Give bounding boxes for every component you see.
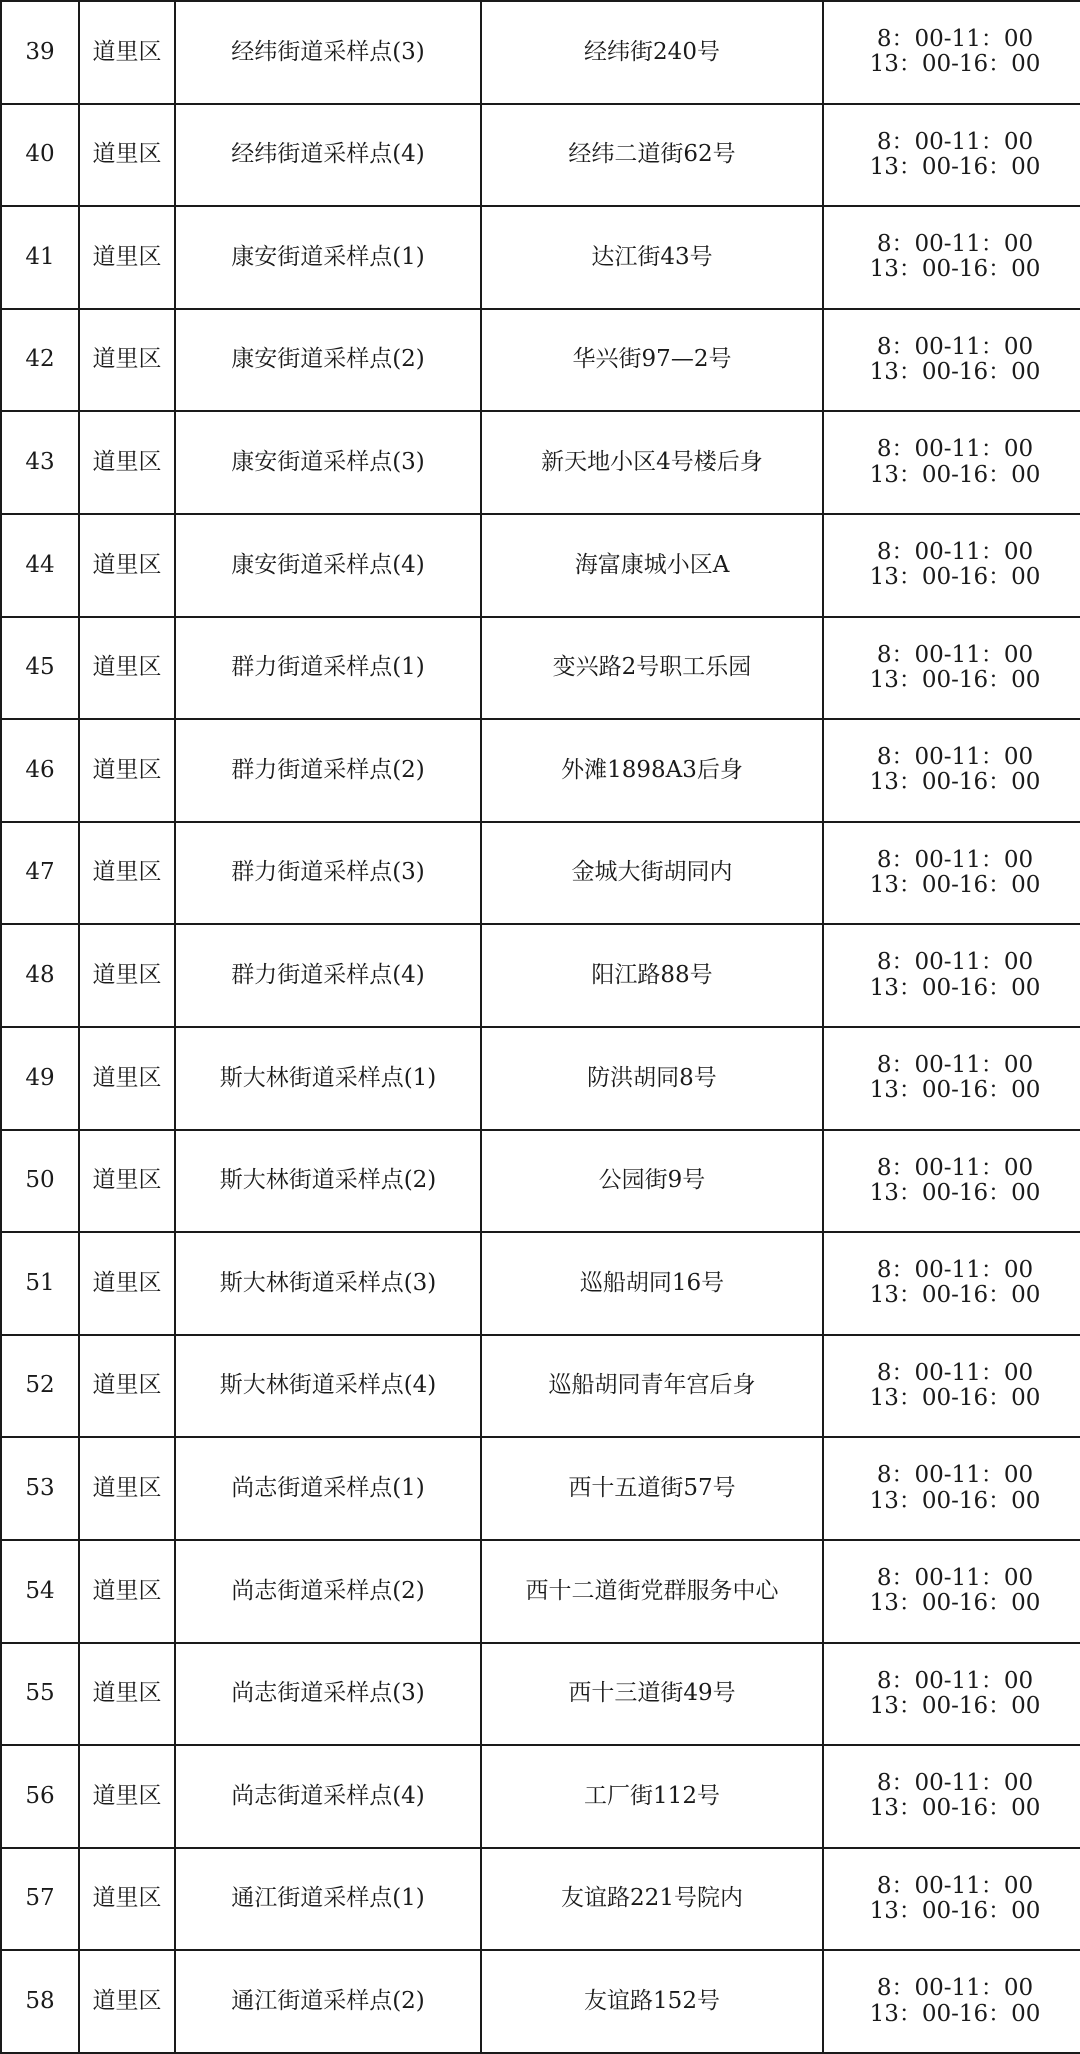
afternoon-hours: 13：00-16：00 — [869, 1897, 1041, 1924]
opening-hours — [823, 1540, 1080, 1643]
sampling-site-name: 群力街道采样点(2) — [175, 719, 481, 822]
afternoon-hours: 13：00-16：00 — [869, 1487, 1041, 1514]
afternoon-hours: 13：00-16：00 — [869, 1179, 1041, 1206]
row-number: 42 — [1, 309, 79, 412]
sampling-site-name: 群力街道采样点(1) — [175, 617, 481, 720]
morning-hours: 8：00-11：00 — [876, 231, 1034, 258]
opening-hours — [823, 1027, 1080, 1130]
morning-hours: 8：00-11：00 — [876, 26, 1034, 52]
district-cell: 道里区 — [79, 309, 175, 412]
site-address: 金城大街胡同内 — [481, 822, 823, 925]
site-address: 巡船胡同青年宫后身 — [481, 1335, 823, 1438]
site-address: 巡船胡同16号 — [481, 1232, 823, 1335]
sampling-site-name: 斯大林街道采样点(3) — [175, 1232, 481, 1335]
site-address: 华兴街97—2号 — [481, 309, 823, 412]
morning-hours: 8：00-11：00 — [876, 1872, 1034, 1899]
opening-hours — [823, 1745, 1080, 1848]
morning-hours: 8：00-11：00 — [876, 1667, 1034, 1694]
table-row — [1, 719, 1080, 822]
opening-hours — [823, 1437, 1080, 1540]
district-cell: 道里区 — [79, 514, 175, 617]
morning-hours: 8：00-11：00 — [876, 1975, 1034, 2002]
afternoon-hours: 13：00-16：00 — [869, 153, 1041, 180]
afternoon-hours: 13：00-16：00 — [869, 1692, 1041, 1719]
table-row — [1, 411, 1080, 514]
afternoon-hours: 13：00-16：00 — [869, 872, 1041, 899]
morning-hours: 8：00-11：00 — [876, 1462, 1034, 1489]
district-cell: 道里区 — [79, 1950, 175, 2053]
opening-hours — [823, 1335, 1080, 1438]
site-address: 阳江路88号 — [481, 924, 823, 1027]
row-number: 57 — [1, 1848, 79, 1951]
afternoon-hours: 13：00-16：00 — [869, 974, 1041, 1001]
row-number: 58 — [1, 1950, 79, 2053]
site-address: 经纬街240号 — [481, 1, 823, 104]
row-number: 56 — [1, 1745, 79, 1848]
opening-hours — [823, 822, 1080, 925]
site-address: 西十三道街49号 — [481, 1643, 823, 1746]
sampling-site-name: 群力街道采样点(4) — [175, 924, 481, 1027]
morning-hours: 8：00-11：00 — [876, 949, 1034, 976]
row-number: 40 — [1, 104, 79, 207]
table-row — [1, 1, 1080, 104]
site-address: 外滩1898A3后身 — [481, 719, 823, 822]
table-row — [1, 206, 1080, 309]
afternoon-hours: 13：00-16：00 — [869, 51, 1041, 78]
morning-hours: 8：00-11：00 — [876, 1770, 1034, 1797]
morning-hours: 8：00-11：00 — [876, 846, 1034, 873]
morning-hours: 8：00-11：00 — [876, 436, 1034, 463]
site-address: 工厂街112号 — [481, 1745, 823, 1848]
table-row — [1, 1437, 1080, 1540]
district-cell: 道里区 — [79, 719, 175, 822]
row-number: 52 — [1, 1335, 79, 1438]
morning-hours: 8：00-11：00 — [876, 538, 1034, 565]
site-address: 新天地小区4号楼后身 — [481, 411, 823, 514]
morning-hours: 8：00-11：00 — [876, 128, 1034, 155]
sampling-site-name: 康安街道采样点(4) — [175, 514, 481, 617]
district-cell: 道里区 — [79, 924, 175, 1027]
district-cell: 道里区 — [79, 1437, 175, 1540]
sampling-site-name: 经纬街道采样点(4) — [175, 104, 481, 207]
district-cell: 道里区 — [79, 1232, 175, 1335]
opening-hours — [823, 1232, 1080, 1335]
site-address: 防洪胡同8号 — [481, 1027, 823, 1130]
row-number: 44 — [1, 514, 79, 617]
district-cell: 道里区 — [79, 1848, 175, 1951]
afternoon-hours: 13：00-16：00 — [869, 564, 1041, 591]
sampling-site-name: 通江街道采样点(2) — [175, 1950, 481, 2053]
site-address: 公园街9号 — [481, 1130, 823, 1233]
afternoon-hours: 13：00-16：00 — [869, 256, 1041, 283]
morning-hours: 8：00-11：00 — [876, 744, 1034, 771]
sampling-site-name: 康安街道采样点(3) — [175, 411, 481, 514]
site-address: 西十五道街57号 — [481, 1437, 823, 1540]
table-row — [1, 1335, 1080, 1438]
afternoon-hours: 13：00-16：00 — [869, 1385, 1041, 1412]
sampling-site-name: 尚志街道采样点(4) — [175, 1745, 481, 1848]
afternoon-hours: 13：00-16：00 — [869, 666, 1041, 693]
table-row — [1, 1643, 1080, 1746]
table-row — [1, 924, 1080, 1027]
site-address: 经纬二道街62号 — [481, 104, 823, 207]
sampling-site-name: 尚志街道采样点(2) — [175, 1540, 481, 1643]
site-address: 友谊路221号院内 — [481, 1848, 823, 1951]
table-row — [1, 309, 1080, 412]
table-body — [1, 1, 1080, 2053]
table-row — [1, 1540, 1080, 1643]
district-cell: 道里区 — [79, 206, 175, 309]
site-address: 达江街43号 — [481, 206, 823, 309]
sampling-site-name: 康安街道采样点(2) — [175, 309, 481, 412]
opening-hours — [823, 514, 1080, 617]
district-cell: 道里区 — [79, 411, 175, 514]
morning-hours: 8：00-11：00 — [876, 333, 1034, 360]
opening-hours — [823, 1, 1080, 104]
table-row — [1, 1232, 1080, 1335]
afternoon-hours: 13：00-16：00 — [869, 2000, 1041, 2027]
morning-hours: 8：00-11：00 — [876, 1359, 1034, 1386]
table-row — [1, 514, 1080, 617]
site-address: 海富康城小区A — [481, 514, 823, 617]
district-cell: 道里区 — [79, 617, 175, 720]
row-number: 45 — [1, 617, 79, 720]
table-row — [1, 1130, 1080, 1233]
table-row — [1, 1848, 1080, 1951]
morning-hours: 8：00-11：00 — [876, 641, 1034, 668]
row-number: 50 — [1, 1130, 79, 1233]
row-number: 43 — [1, 411, 79, 514]
table-row — [1, 822, 1080, 925]
opening-hours — [823, 1643, 1080, 1746]
sampling-site-name: 斯大林街道采样点(4) — [175, 1335, 481, 1438]
district-cell: 道里区 — [79, 1745, 175, 1848]
district-cell: 道里区 — [79, 1, 175, 104]
row-number: 46 — [1, 719, 79, 822]
table-row — [1, 1027, 1080, 1130]
district-cell: 道里区 — [79, 104, 175, 207]
site-address: 变兴路2号职工乐园 — [481, 617, 823, 720]
sampling-site-name: 群力街道采样点(3) — [175, 822, 481, 925]
district-cell: 道里区 — [79, 1027, 175, 1130]
site-address: 友谊路152号 — [481, 1950, 823, 2053]
afternoon-hours: 13：00-16：00 — [869, 1795, 1041, 1822]
sampling-site-name: 通江街道采样点(1) — [175, 1848, 481, 1951]
site-address: 西十二道街党群服务中心 — [481, 1540, 823, 1643]
sampling-site-name: 斯大林街道采样点(1) — [175, 1027, 481, 1130]
opening-hours — [823, 1950, 1080, 2053]
afternoon-hours: 13：00-16：00 — [869, 1282, 1041, 1309]
row-number: 49 — [1, 1027, 79, 1130]
sampling-site-name: 经纬街道采样点(3) — [175, 1, 481, 104]
opening-hours — [823, 617, 1080, 720]
afternoon-hours: 13：00-16：00 — [869, 769, 1041, 796]
sampling-site-name: 尚志街道采样点(3) — [175, 1643, 481, 1746]
table-row — [1, 1950, 1080, 2053]
table-row — [1, 104, 1080, 207]
opening-hours — [823, 924, 1080, 1027]
row-number: 55 — [1, 1643, 79, 1746]
row-number: 47 — [1, 822, 79, 925]
district-cell: 道里区 — [79, 822, 175, 925]
opening-hours — [823, 104, 1080, 207]
table-row — [1, 1745, 1080, 1848]
morning-hours: 8：00-11：00 — [876, 1564, 1034, 1591]
afternoon-hours: 13：00-16：00 — [869, 1077, 1041, 1104]
district-cell: 道里区 — [79, 1130, 175, 1233]
opening-hours — [823, 719, 1080, 822]
opening-hours — [823, 309, 1080, 412]
row-number: 51 — [1, 1232, 79, 1335]
opening-hours — [823, 1130, 1080, 1233]
afternoon-hours: 13：00-16：00 — [869, 359, 1041, 386]
opening-hours — [823, 206, 1080, 309]
row-number: 53 — [1, 1437, 79, 1540]
row-number: 48 — [1, 924, 79, 1027]
afternoon-hours: 13：00-16：00 — [869, 1590, 1041, 1617]
sampling-site-name: 斯大林街道采样点(2) — [175, 1130, 481, 1233]
sampling-site-name: 康安街道采样点(1) — [175, 206, 481, 309]
morning-hours: 8：00-11：00 — [876, 1154, 1034, 1181]
row-number: 54 — [1, 1540, 79, 1643]
opening-hours — [823, 411, 1080, 514]
district-cell: 道里区 — [79, 1643, 175, 1746]
sampling-site-name: 尚志街道采样点(1) — [175, 1437, 481, 1540]
opening-hours — [823, 1848, 1080, 1951]
table-row — [1, 617, 1080, 720]
afternoon-hours: 13：00-16：00 — [869, 461, 1041, 488]
district-cell: 道里区 — [79, 1335, 175, 1438]
row-number: 41 — [1, 206, 79, 309]
row-number: 39 — [1, 1, 79, 104]
district-cell: 道里区 — [79, 1540, 175, 1643]
morning-hours: 8：00-11：00 — [876, 1051, 1034, 1078]
morning-hours: 8：00-11：00 — [876, 1257, 1034, 1284]
